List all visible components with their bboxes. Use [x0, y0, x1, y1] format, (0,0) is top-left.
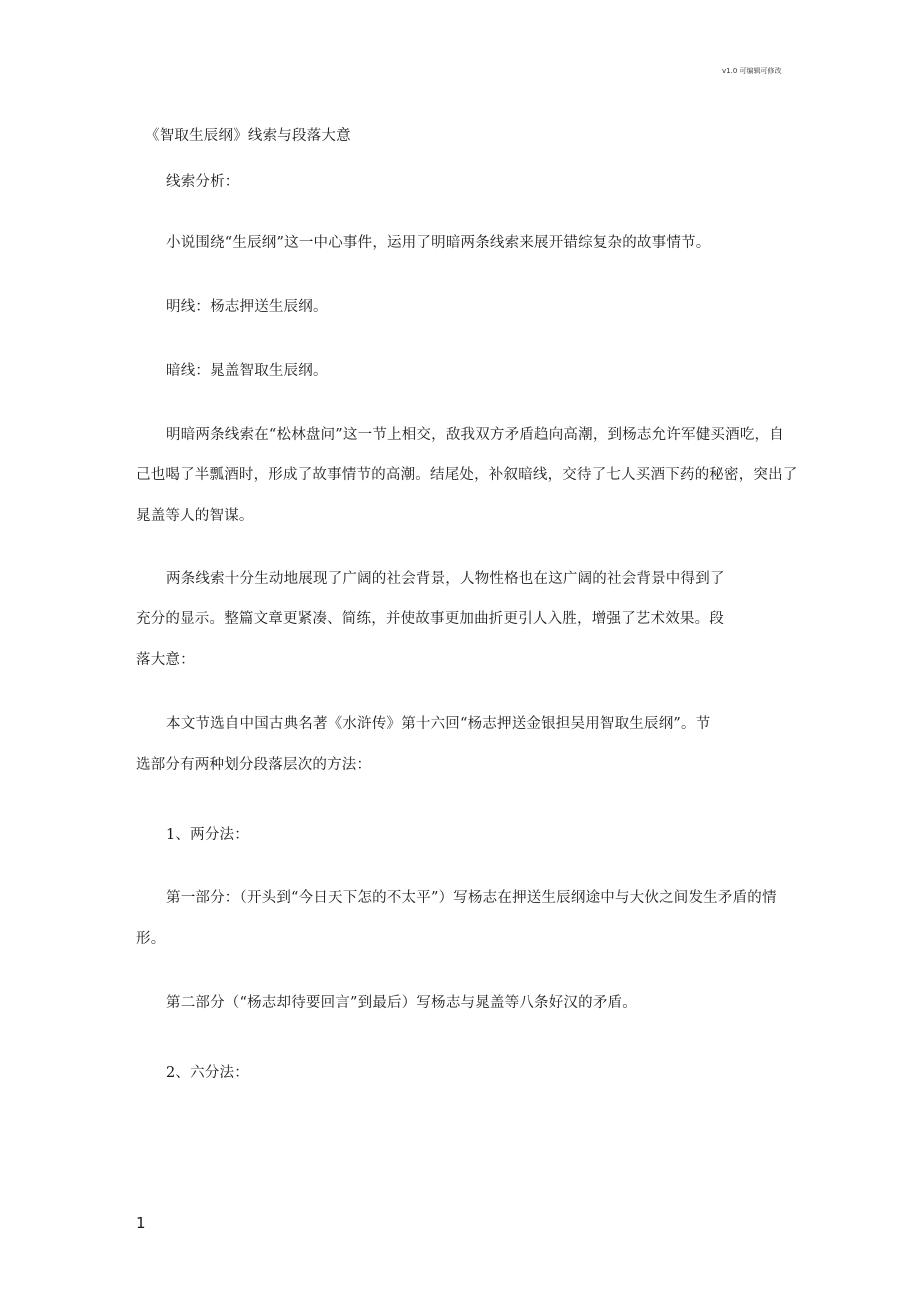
paragraph-line: 本文节选自中国古典名著《水浒传》第十六回“杨志押送金银担吴用智取生辰纲”。节 [166, 716, 711, 732]
paragraph-line: 己也喝了半瓢酒时，形成了故事情节的高潮。结尾处，补叙暗线，交待了七人买酒下药的秘密，突出了 [136, 467, 798, 483]
section-heading-clue-analysis: 线索分析： [166, 174, 240, 190]
paragraph-line: 充分的显示。整篇文章更紧凑、简练，并使故事更加曲折更引人入胜，增强了艺术效果。段 [136, 611, 724, 627]
paragraph-line: 明线：杨志押送生辰纲。 [166, 299, 328, 315]
paragraph-line: 形。 [136, 931, 166, 947]
list-heading-six-part: 2、六分法： [166, 1065, 249, 1081]
paragraph-line: 暗线：晁盖智取生辰纲。 [166, 363, 328, 379]
version-note: v1.0 可编辑可修改 [722, 67, 782, 75]
paragraph-line: 第一部分：（开头到“今日天下怎的不太平”）写杨志在押送生辰纲途中与大伙之间发生矛盾的情 [166, 890, 777, 906]
paragraph-line: 落大意： [136, 652, 195, 668]
paragraph-line: 明暗两条线索在“松林盘问”这一节上相交，敌我双方矛盾趋向高潮，到杨志允许军健买酒吃，自 [166, 427, 784, 443]
paragraph-line: 第二部分（“杨志却待要回言”到最后）写杨志与晁盖等八条好汉的矛盾。 [166, 995, 637, 1011]
page-number: 1 [136, 1214, 146, 1232]
document-title: 《智取生辰纲》线索与段落大意 [145, 128, 351, 144]
paragraph-line: 两条线索十分生动地展现了广阔的社会背景，人物性格也在这广阔的社会背景中得到了 [166, 571, 725, 587]
list-heading-two-part: 1、两分法： [166, 827, 249, 843]
paragraph-line: 选部分有两种划分段落层次的方法： [136, 757, 372, 773]
paragraph-line: 小说围绕“生辰纲”这一中心事件，运用了明暗两条线索来展开错综复杂的故事情节。 [166, 235, 711, 251]
paragraph-line: 晁盖等人的智谋。 [136, 508, 254, 524]
